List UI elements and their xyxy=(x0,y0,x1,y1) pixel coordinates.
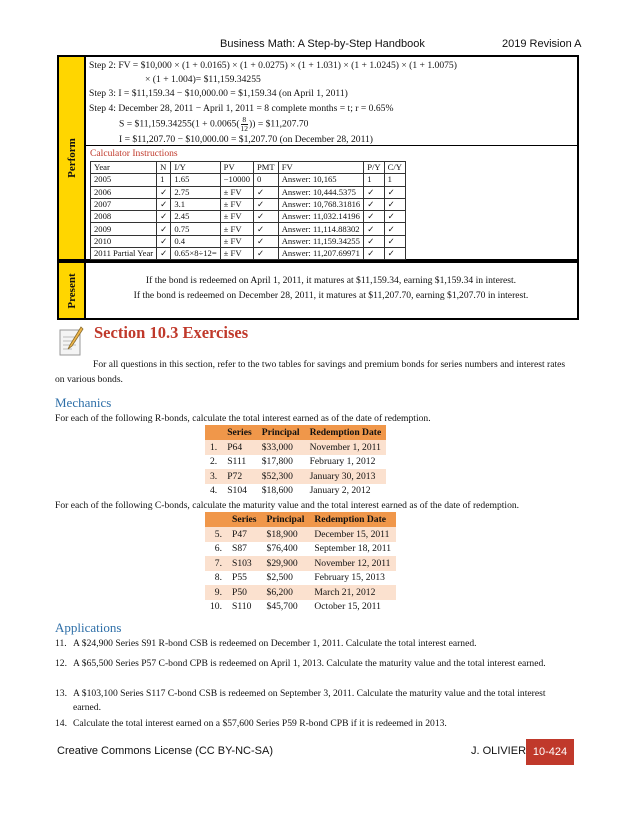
calc-header-cell: PV xyxy=(220,162,253,174)
calc-cell: ✓ xyxy=(364,223,384,235)
perform-box xyxy=(57,55,579,261)
calc-cell: Answer: 10,768.31816 xyxy=(278,198,364,210)
calc-header-row xyxy=(91,162,406,174)
step2-line1: Step 2: FV = $10,000 × (1 + 0.0165) × (1 + 0.0275) × (1 + 1.031) × (1 + 1.0245) × (1 + 1.0075) xyxy=(89,60,457,71)
calc-header-cell: PMT xyxy=(254,162,279,174)
calc-cell: 1.65 xyxy=(171,174,220,186)
table-cell: $45,700 xyxy=(262,600,310,615)
calculator-table xyxy=(90,161,406,260)
calc-cell: 1 xyxy=(364,174,384,186)
calc-cell: 2006 xyxy=(91,186,157,198)
calc-cell: 0.4 xyxy=(171,235,220,247)
calc-cell: −10000 xyxy=(220,174,253,186)
table-cell: $18,600 xyxy=(257,484,305,499)
calc-cell: ✓ xyxy=(364,198,384,210)
table-cell: 10. xyxy=(205,600,227,615)
present-box xyxy=(57,261,579,320)
calc-cell: Answer: 11,114.88302 xyxy=(278,223,364,235)
mechanics-para2: For each of the following C-bonds, calculate the maturity value and the total interest earned as of the date of redemption. xyxy=(55,500,520,511)
table-cell: S111 xyxy=(222,455,257,470)
present-label: Present xyxy=(65,272,78,309)
table-row xyxy=(205,455,386,470)
table-cell: P50 xyxy=(227,585,262,600)
calc-cell: ✓ xyxy=(254,186,279,198)
calc-cell: ✓ xyxy=(364,211,384,223)
calc-cell: ± FV xyxy=(220,235,253,247)
section-intro: For all questions in this section, refer to the two tables for savings and premium bonds for series numbers and interest rates on various bonds. xyxy=(55,359,566,385)
footer-author: J. OLIVIER xyxy=(471,745,527,757)
header-title: Business Math: A Step-by-Step Handbook xyxy=(220,38,425,50)
table-cell: November 1, 2011 xyxy=(305,440,387,455)
calc-cell: Answer: 10,444.5375 xyxy=(278,186,364,198)
table-cell: 5. xyxy=(205,527,227,542)
calc-row xyxy=(91,198,406,210)
calc-row xyxy=(91,223,406,235)
table-header-cell: Principal xyxy=(262,512,310,527)
application-question xyxy=(55,687,555,715)
calc-cell: 2.45 xyxy=(171,211,220,223)
calc-cell: 2.75 xyxy=(171,186,220,198)
calc-cell: ✓ xyxy=(384,223,405,235)
table-cell: 1. xyxy=(205,440,222,455)
application-question xyxy=(55,637,555,651)
table-row xyxy=(205,600,396,615)
table-cell: 2. xyxy=(205,455,222,470)
table-row xyxy=(205,556,396,571)
calc-cell: Answer: 11,207.69971 xyxy=(278,248,364,260)
s-formula-post: )) = $11,207.70 xyxy=(249,118,309,130)
table-cell: January 30, 2013 xyxy=(305,469,387,484)
calc-cell: ✓ xyxy=(254,211,279,223)
table-cell: November 12, 2011 xyxy=(309,556,396,571)
question-text: A $24,900 Series S91 R-bond CSB is redeemed on December 1, 2011. Calculate the total interest earned. xyxy=(73,638,477,649)
table-cell: 4. xyxy=(205,484,222,499)
table-cell: P55 xyxy=(227,571,262,586)
calc-cell: Answer: 11,032.14196 xyxy=(278,211,364,223)
present-text xyxy=(89,273,573,303)
calc-cell: 1 xyxy=(157,174,171,186)
table-row xyxy=(205,585,396,600)
question-text: Calculate the total interest earned on a $57,600 Series P59 R-bond CPB if it is redeemed in 2013. xyxy=(73,718,447,729)
present-line1: If the bond is redeemed on April 1, 2011, it matures at $11,159.34, earning $1,159.34 in interest. xyxy=(145,275,517,286)
table-header-cell: Principal xyxy=(257,425,305,440)
table-cell: February 1, 2012 xyxy=(305,455,387,470)
table-header-cell xyxy=(205,512,227,527)
question-number: 13. xyxy=(55,688,67,699)
calc-header-cell: C/Y xyxy=(384,162,405,174)
calc-cell: 0.65×8÷12= xyxy=(171,248,220,260)
table-cell: $17,800 xyxy=(257,455,305,470)
calc-cell: ± FV xyxy=(220,198,253,210)
table-row xyxy=(205,484,386,499)
calc-cell: ✓ xyxy=(364,235,384,247)
calc-row xyxy=(91,235,406,247)
calc-row xyxy=(91,211,406,223)
calc-cell: 2005 xyxy=(91,174,157,186)
calc-cell: ✓ xyxy=(157,223,171,235)
table-header-cell: Redemption Date xyxy=(305,425,387,440)
present-line2: If the bond is redeemed on December 28, 2011, it matures at $11,207.70, earning $1,207.70 in interest. xyxy=(133,290,529,301)
table-cell: January 2, 2012 xyxy=(305,484,387,499)
calc-cell: Answer: 10,165 xyxy=(278,174,364,186)
table-cell: S87 xyxy=(227,542,262,557)
table-row xyxy=(205,542,396,557)
table-cell: P64 xyxy=(222,440,257,455)
calc-cell: ✓ xyxy=(157,235,171,247)
calc-cell: ✓ xyxy=(254,223,279,235)
perform-label: Perform xyxy=(65,138,78,178)
calc-cell: ✓ xyxy=(384,211,405,223)
table-cell: $2,500 xyxy=(262,571,310,586)
page-number: 10-424 xyxy=(526,739,574,765)
calc-cell: ✓ xyxy=(364,186,384,198)
table-cell: $29,900 xyxy=(262,556,310,571)
step3-line: Step 3: I = $11,159.34 − $10,000.00 = $1,159.34 (on April 1, 2011) xyxy=(89,88,348,100)
applications-heading: Applications xyxy=(55,620,122,635)
calc-cell: 2011 Partial Year xyxy=(91,248,157,260)
calc-cell: ✓ xyxy=(157,198,171,210)
question-number: 12. xyxy=(55,658,67,669)
question-text: A $65,500 Series P57 C-bond CPB is redeemed on April 1, 2013. Calculate the maturity value and the total interest earned. xyxy=(73,658,546,669)
table-cell: S104 xyxy=(222,484,257,499)
header-revision: 2019 Revision A xyxy=(502,38,582,50)
table-cell: $76,400 xyxy=(262,542,310,557)
calc-row xyxy=(91,186,406,198)
s-formula xyxy=(89,116,573,133)
question-number: 11. xyxy=(55,638,67,649)
calc-cell: 0 xyxy=(254,174,279,186)
calc-cell: 2010 xyxy=(91,235,157,247)
table-cell: S103 xyxy=(227,556,262,571)
application-question xyxy=(55,657,555,671)
table-cell: March 21, 2012 xyxy=(309,585,396,600)
table-cell: 7. xyxy=(205,556,227,571)
divider xyxy=(86,145,577,146)
calc-cell: 1 xyxy=(384,174,405,186)
table-row xyxy=(205,469,386,484)
calc-cell: ± FV xyxy=(220,248,253,260)
calc-cell: ✓ xyxy=(157,186,171,198)
present-sidebar xyxy=(59,263,86,318)
notepad-icon xyxy=(57,325,85,357)
table-cell: P47 xyxy=(227,527,262,542)
perform-steps xyxy=(89,59,573,147)
question-number: 14. xyxy=(55,718,67,729)
table-header-cell: Series xyxy=(222,425,257,440)
fraction-numerator: 8 xyxy=(242,114,247,124)
step2-line2: × (1 + 1.004)= $11,159.34255 xyxy=(145,74,261,86)
table-cell: $33,000 xyxy=(257,440,305,455)
table-header-row xyxy=(205,512,396,527)
table-row xyxy=(205,440,386,455)
table-row xyxy=(205,527,396,542)
calculator-title: Calculator Instructions xyxy=(90,148,178,159)
table-cell: S110 xyxy=(227,600,262,615)
table-cell: $18,900 xyxy=(262,527,310,542)
table-cell: 3. xyxy=(205,469,222,484)
calc-cell: 0.75 xyxy=(171,223,220,235)
calc-row xyxy=(91,174,406,186)
fraction-denominator: 12 xyxy=(240,123,249,133)
mechanics-heading: Mechanics xyxy=(55,395,112,410)
fraction xyxy=(241,116,249,133)
calc-cell: ± FV xyxy=(220,211,253,223)
calc-cell: ✓ xyxy=(254,198,279,210)
calc-cell: ✓ xyxy=(157,248,171,260)
step4-line: Step 4: December 28, 2011 − April 1, 2011 = 8 complete months = t; r = 0.65% xyxy=(89,102,394,114)
s-formula-pre: S = $11,159.34255(1 + 0.0065( xyxy=(119,118,240,130)
table-cell: $52,300 xyxy=(257,469,305,484)
table-header-cell: Redemption Date xyxy=(309,512,396,527)
calc-cell: ± FV xyxy=(220,223,253,235)
calc-cell: ✓ xyxy=(254,248,279,260)
application-question xyxy=(55,717,555,731)
calc-cell: ✓ xyxy=(384,235,405,247)
table-cell: 6. xyxy=(205,542,227,557)
calc-cell: 2008 xyxy=(91,211,157,223)
i-formula: I = $11,207.70 − $10,000.00 = $1,207.70 (on December 28, 2011) xyxy=(119,133,373,145)
calc-header-cell: N xyxy=(157,162,171,174)
table-header-cell: Series xyxy=(227,512,262,527)
mechanics-para1: For each of the following R-bonds, calculate the total interest earned as of the date of redemption. xyxy=(55,413,431,424)
section-title: Section 10.3 Exercises xyxy=(94,323,249,342)
calc-cell: ✓ xyxy=(384,198,405,210)
table-cell: December 15, 2011 xyxy=(309,527,396,542)
table-cell: February 15, 2013 xyxy=(309,571,396,586)
calc-cell: ✓ xyxy=(384,248,405,260)
calc-cell: 2009 xyxy=(91,223,157,235)
table-cell: $6,200 xyxy=(262,585,310,600)
calc-header-cell: P/Y xyxy=(364,162,384,174)
calc-header-cell: I/Y xyxy=(171,162,220,174)
table-cell: September 18, 2011 xyxy=(309,542,396,557)
calc-cell: Answer: 11,159.34255 xyxy=(278,235,364,247)
calc-header-cell: Year xyxy=(91,162,157,174)
table-cell: 8. xyxy=(205,571,227,586)
perform-sidebar xyxy=(59,57,86,259)
table-row xyxy=(205,571,396,586)
table-cell: 9. xyxy=(205,585,227,600)
calc-cell: ✓ xyxy=(364,248,384,260)
calc-cell: ± FV xyxy=(220,186,253,198)
footer-license: Creative Commons License (CC BY-NC-SA) xyxy=(57,745,273,757)
calc-header-cell: FV xyxy=(278,162,364,174)
table-header-row xyxy=(205,425,386,440)
table-cell: October 15, 2011 xyxy=(309,600,396,615)
question-text: A $103,100 Series S117 C-bond CSB is redeemed on September 3, 2011. Calculate the maturity value and the total interest earned. xyxy=(73,688,546,713)
calc-row xyxy=(91,248,406,260)
c-bond-table xyxy=(205,512,396,614)
calc-cell: ✓ xyxy=(254,235,279,247)
calc-cell: ✓ xyxy=(157,211,171,223)
table-cell: P72 xyxy=(222,469,257,484)
calc-cell: ✓ xyxy=(384,186,405,198)
table-header-cell xyxy=(205,425,222,440)
calc-cell: 3.1 xyxy=(171,198,220,210)
calc-cell: 2007 xyxy=(91,198,157,210)
r-bond-table xyxy=(205,425,386,498)
